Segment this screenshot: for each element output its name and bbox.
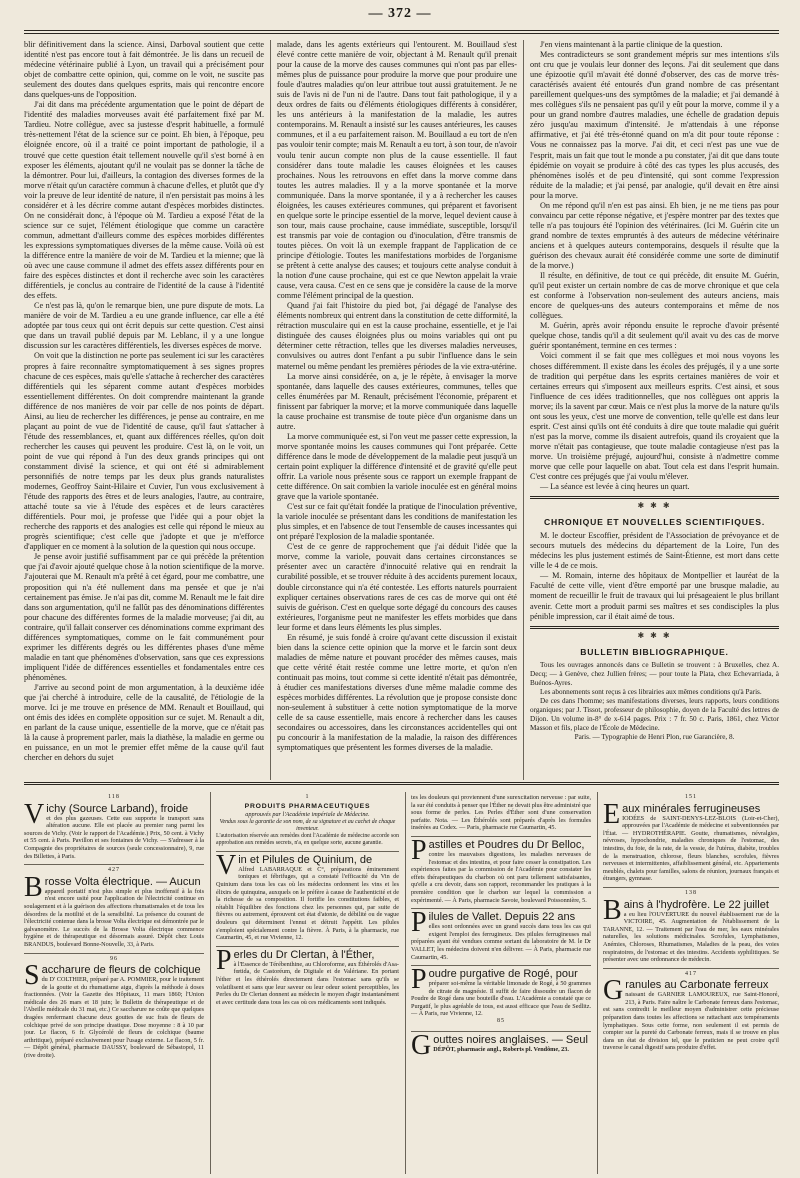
- advert-number: 138: [685, 889, 697, 896]
- header-rule-2: [24, 33, 779, 34]
- advert-vichy: [24, 792, 204, 865]
- section-rule: [530, 496, 779, 499]
- produits-note: L'autorisation réservée aux remèdes dont l'Académie de médecine accorde son approbation aux remèdes secrets, n'a, en quelque sorte, aucune garantie.: [216, 832, 399, 846]
- advert-body: et des plus gazeuses. Cette eau supporte le transport sans altération aucune. Elle est placée au premier rang parmi les sources de Vichy. (Voir le rapport de l'Académie.) Prix, 50 cent. à Vichy et 55 cent. à Paris. Pavillon et ses fontaines de Vichy. — S'adresser à la Compagnie des propriétaires de sources (seule concessionnaire), 9, rue des Billettes, à Paris.: [24, 814, 204, 860]
- produits-subheading: approuvés par l'Académie impériale de Médecine.: [245, 811, 370, 819]
- advert-body: préparer soi-même la véritable limonade de Rogé, à 50 grammes de citrate de magnésie. Il suffit de faire dissoudre un flacon de Poudre de Rogé dans une bouteille d'eau. L'Académie a constaté que ce Purgatif, le plus agréable de tous, est aussi efficace que l'eau de Sedlitz. — À Paris, rue Vivienne, 12.: [411, 980, 591, 1018]
- section-rule: [530, 626, 779, 629]
- advert-title: ichy (Source Larband), froide: [46, 802, 189, 815]
- advert-title: ains à l'hydrofère. Le 22 juillet: [623, 898, 769, 911]
- advert-body: Alfred LABARRAQUE et C°, préparations éminemment toniques et fébrifuges, qui a constaté l'efficacité du Vin de Quinium dans tous les cas où les médecins ordonnent les vins et les élixirs de quinquina, auxquels on le préfère à cause de l'authenticité et de la richesse de sa composition. Il fortifie les constitutions faibles, et rétablit l'équilibre des fonctions chez les personnes qui, par suite de fièvres ou autrement, éprouvent cet état d'atonie, de débilité ou de vague douleurs qui déterminent l'ennui et détruit l'appétit. Les pilules s'emploient spécialement contre la fièvre. À Paris, à la pharmacie, rue Caumartin, 45, et rue Vivienne, 12.: [216, 865, 399, 942]
- article-paragraph: C'est sur ce fait qu'était fondée la pratique de l'inoculation préventive, la variole inoculée se présentant dans les conditions de manifestation les plus simples, et en l'absence de tout l'ensemble de causes incessantes qui ont préparé l'explosion de la maladie spontanée.: [277, 502, 517, 542]
- chronique-heading: CHRONIQUE ET NOUVELLES SCIENTIFIQUES.: [543, 517, 766, 528]
- advert-body: à l'Essence de Térébenthine, au Chloroforme, aux Éthérolés d'Asa-fœtida, de Castoréum, de Digitale et de Valériane. En portant l'éther et les éthérolés directement dans l'estomac sans qu'ils se volatilisent et sans que leur saveur ou leur odeur soient perceptibles, les Perles du Dr Clertan donnent au médecin le moyen d'agir instantanément et avec certitude dans tous les cas où ces médicaments sont indiqués.: [216, 960, 399, 1006]
- advert-body: contre les mauvaises digestions, les maladies nerveuses de l'estomac et des intestins, et pour faire cesser la constipation. Les expériences faites par la commission de l'Académie pour constater les effets thérapeutiques du charbon où ont paru tellement satisfaisantes, qu'elle a cru devoir, dans son rapport, recommander les pratiques à la première condition que le charbon sur lequel la commission a expérimenté. — À Paris, pharmacie Savoie, boulevard Poissonnière, 5.: [411, 850, 591, 904]
- advert-ether-continued: [411, 792, 591, 837]
- advert-column-3: [411, 792, 591, 1174]
- advert-perles: [216, 944, 399, 1011]
- ornament: ✱ ✱ ✱: [637, 501, 672, 511]
- article-paragraph: J'arrive au second point de mon argumentation, à la deuxième idée que j'ai cherché à introduire, celle de la causalité, de l'étiologie de la morve. Ici je me trouve en présence de MM. Renault et Bouillaud, qui ont émis des idées en complète opposition sur ce sujet. M. Renault a dit, en parlant de la cause unique, essentielle de la morve, que ce n'était pas là la cause à proprement parler, mais la diathèse, la maladie en germe ou en puissance, en un mot le premier effet même de la cause qu'il faut chercher en dehors du sujet: [24, 683, 264, 763]
- page-number: — 372 —: [368, 6, 432, 21]
- column-divider: [597, 792, 598, 1174]
- article-column-1: [24, 40, 264, 780]
- advert-granules: [603, 969, 779, 1056]
- bulletin-paragraph: Tous les ouvrages annoncés dans ce Bulletin se trouvent : à Bruxelles, chez A. Decq; — à Genève, chez Jullien frères; — pour toute la Plata, chez Echevarriada, à Buénos-Ayres.: [530, 660, 779, 687]
- advert-number: 1: [305, 794, 310, 800]
- drop-cap: P: [411, 907, 427, 939]
- advert-produits: [216, 792, 399, 852]
- advert-column-4: [603, 792, 779, 1174]
- advert-title: erles du Dr Clertan, à l'Éther,: [233, 948, 375, 961]
- drop-cap: V: [24, 798, 45, 830]
- drop-cap: P: [411, 834, 427, 866]
- ornament: ✱ ✱ ✱: [637, 630, 672, 640]
- advert-number: 85: [497, 1018, 505, 1025]
- advert-title: aux minérales ferrugineuses: [622, 802, 761, 815]
- article-paragraph: M. Guérin, après avoir répondu ensuite le reproche d'avoir présenté quelque chose, tandis qu'il a dit seulement qu'il avait vu des cas de morve guérir spontanément, termine en ces termes :: [530, 321, 779, 351]
- column-divider: [405, 792, 406, 1174]
- advert-title: in et Pilules de Quinium, de: [238, 853, 373, 866]
- advert-body: DÉPÔT, pharmacie angl., Roberts pl. Vendôme, 23.: [433, 1045, 569, 1053]
- drop-cap: P: [411, 964, 427, 996]
- advert-title: oudre purgative de Rogé, pour: [428, 968, 578, 981]
- column-divider: [270, 40, 271, 780]
- article-paragraph: La morve communiquée est, si l'on veut me passer cette expression, la morve spontanée moins les causes communes qui l'ont préparée. Cette différence dans le mode de développement de la maladie peut jusqu'à un certain point expliquer la différence d'intensité et de gravité qu'elle peut offrir. La variole nous présente sous ce rapport un exemple frappant de cette différence. On sait combien la variole inoculée est en général moins grave que la variole spontanée.: [277, 431, 517, 502]
- advert-pilules-vallet: [411, 909, 591, 966]
- produits-note: Vendus sous la garantie de son nom, de sa signature et au cachet de chaque inventeur.: [219, 818, 396, 832]
- article-column-2: [277, 40, 517, 780]
- advert-title: outtes noires anglaises. — Seul: [433, 1033, 588, 1046]
- chronique-paragraph: M. le docteur Escoffier, président de l'Association de prévoyance et de secours mutuels des médecins du département de la Loire, l'un des médecins les plus justement estimés de Saint-Étienne, est mort dans cette ville le 4 de ce mois.: [530, 531, 779, 571]
- article-paragraph: malade, dans les agents extérieurs qui l'entourent. M. Bouillaud s'est élevé contre cette manière de voir, objectant à M. Renault qu'il prenait pour la cause de la morve des causes communes qui n'ont pas par elles-mêmes plus de puissance pour produire la morve que pour produire une foule d'autres maladies qu'on leur attribue tout aussi gratuitement. Je ne suis de l'avis ni de l'un ni de l'autre. Dans tout fait pathologique, il y a deux ordres de faits ou d'éléments étiologiques différents à considérer, les uns antérieurs à la manifestation de la maladie, les autres contemporains. M. Renault a insisté sur les causes antérieures, les causes communes, et il a eu parfaitement raison. M. Bouillaud a eu tort de n'en pas vouloir tenir compte; mais M. Renault a eu tort, à son tour, de n'avoir voulu tenir aucun compte non plus de la cause essentielle. Il faut considérer dans toute maladie les causes éloignées et les causes prochaines. Nous les retrouvons en effet dans la morve comme dans toutes les autres maladies. Il y a la morve spontanée et la morve communiquée. Dans la morve spontanée, il y a à rechercher les causes éloignées, les causes extérieures communes, qui préparent et favorisent en quelque sorte le principe essentiel de la morve, lequel devient cause à son tour, mais cause prochaine, cause immédiate, susceptible, lorsqu'il est transmis par voie de contagion ou d'inoculation, d'être transmis de toutes pièces. On voit là un exemple frappant de l'application de ce principe d'étiologie. Toutes les manifestations morbides de l'organisme se prêtent à cette analyse des causes; et toujours cette analyse conduit à la notion d'une cause prochaine, qui est ce que Newton appelait la vraie cause, vera causa. C'est en ce sens que je considère la cause de la morve comme l'élément principal de la question.: [277, 40, 517, 301]
- advert-body: a eu lieu l'OUVERTURE du nouvel établissement rue de la VICTOIRE, 45. Augmentation de l'établissement de la TARANNE, 12. — Traitement par l'eau de mer, les eaux minérales naturelles, les solutions médicinales. Scrofules, Lymphatismes, Anémies, Chloroses, Rhumatismes, Maladies de la peau, des voies respiratoires, de l'estomac et des intestins. Accidents syphilitiques. Se présenter avec une ordonnance de médecin.: [603, 910, 779, 964]
- drop-cap: P: [216, 944, 232, 976]
- advert-title: astilles et Poudres du Dr Belloc,: [428, 838, 585, 851]
- article-paragraph: Ce n'est pas là, qu'on le remarque bien, une pure dispute de mots. La manière de voir de M. Tardieu a eu une grande influence, car elle a été adoptée par tous ceux qui ont écrit depuis sur cette question. C'est ainsi que dans un travail publié depuis par M. Leblanc, il y a une longue discussion sur les caractères différentiels, les diverses espèces de morve.: [24, 301, 264, 351]
- drop-cap: G: [411, 1029, 432, 1061]
- article-paragraph: J'en viens maintenant à la partie clinique de la question.: [540, 40, 723, 49]
- advert-band-rule: [24, 782, 779, 785]
- bulletin-heading: BULLETIN BIBLIOGRAPHIQUE.: [580, 646, 729, 657]
- advert-poudre-roge: [411, 966, 591, 1032]
- advert-eaux-minerales: [603, 792, 779, 888]
- drop-cap: V: [216, 849, 237, 881]
- advert-body: du D' COLTHIER, préparé par A. POMMIER, pour le traitement de la goutte et du rhumatisme aigu, d'après la méthode à doses fractionnées. (Voir la Gazette des Hôpitaux, 11 mars 1860; l'Union médicale des 26 mars et 18 juin; le Bulletin de thérapeutique et de l'Abeille médicale du 31 mai, etc.) Ce saccharure ne coûte que quelques dragées renfermant chacune deux gouttes de suc frais de fleurs de colchique privé de son principe drastique. Dose moyenne : 8 à 10 par jour. Le flacon, 6 fr. Glycérolé de fleurs de colchique (baume arthritique), préparé exclusivement pour l'usage externe. Le flacon, 5 fr. — Dépôt général, pharmacie DAUSSY, boulevard de Sébastopol, 11 (rive droite).: [24, 976, 204, 1060]
- article-paragraph: Mes contradicteurs se sont grandement mépris sur mes intentions s'ils ont cru que je voulais leur donner des leçons. J'ai dit seulement que dans une épizootie qu'il m'avait été donné d'observer, des cas de morve très-caractérisés avaient été entourés d'un grand nombre de cas présentant pareillement quelques-uns des symptômes de la maladie; et j'ai demandé à mes collègues s'ils ne pensaient pas qu'il y eût pour la morve, comme il y a pour un grand nombre d'autres maladies, une échelle de gradation depuis zéro jusqu'au maximum d'intensité. Je m'attendais à une réponse affirmative, et j'ai été très-étonné quand on m'a dit pour toute réponse : Vous ne connaissez pas la morve. J'ai dit, et ceci n'est pas une vue de l'esprit, mais un fait que tout le monde a pu constater, j'ai dit que dans toute épidémie on voyait se produire à côté des cas types les plus accusés, des phénomènes isolés et de peu d'intensité, qui sont comme l'expression réduite de la maladie; et j'ai pensé, par analogie, qu'il devait en être ainsi pour la morve.: [530, 50, 779, 200]
- column-divider: [210, 792, 211, 1174]
- article-paragraph: J'ai dit dans ma précédente argumentation que le point de départ de l'identité des maladies morveuses avait été parfaitement fixé par M. Tardieu. Notre collègue, avec sa justesse d'esprit habituelle, a formulé très-nettement l'état de la science sur ce point. Eh bien, à l'époque, peu éloignée encore, où il a traité ce point important de pathologie, il a trouvé que cette question était tellement nouvelle qu'il s'est borné à en exposer les éléments, ajoutant qu'il ne voulait pas se donner la tâche de la démontrer. Pour lui, d'ailleurs, la contagion des diverses formes de la morve n'était qu'un caractère commun à chacune d'elles, et plutôt que d'y voir la preuve de leur identité de nature, il n'en persistait pas moins à les considérer et à les décrire comme autant d'espèces morbides distinctes. On ne considérait donc, à l'époque où M. Tardieu a exposé l'état de la science sur ce sujet, l'élément étiologique que comme un caractère commun, admettant d'ailleurs comme des espèces morbides différentes les expressions symptomatiques diverses de la même cause. Voilà où est la différence entre la manière de voir de M. Tardieu et la mienne; que là où avec une cause commune il admet des effets assez différents pour en faire des espèces distinctes et dont il recherche avec soin les caractères différentiels, je conclus au contraire de l'identité de la cause à l'identité des effets.: [24, 100, 264, 301]
- advert-body: elles sont ordonnées avec un grand succès dans tous les cas qui exigent l'emploi des ferrugineux. Des pilules ferrugineuses mal préparées ayant été vendues comme sortant du laboratoire de M. le Dr VALLET, les médecins doivent n'en délivrer. — À Paris, pharmacie rue Caumartin, 45.: [411, 923, 591, 961]
- article-paragraph: On voit que la distinction ne porte pas seulement ici sur les caractères propres à faire reconnaître symptomatiquement à ses signes propres chacune de ces espèces, mais qu'elle s'attache à rechercher des caractères différentiels qui les séparent comme autant d'espèces morbides essentiellement différentes. On doit comprendre maintenant la grande différence de nos manières de voir par celle de nos points de départ. Ainsi, au lieu de rechercher les différences, je pense au contraire, en me plaçant au point de vue de l'identité de cause, qu'il faut s'attacher à l'étude des ressemblances, et, quant aux différences réelles, qu'on doit rechercher les causes qui peuvent les produire. C'est là, on le voit, un point de vue qui répond à l'un des deux grands principes qui ont constamment divisé la science, et qui ont été si admirablement personnifiés de notre temps par les deux plus grands naturalistes modernes, Geoffroy Saint-Hilaire et Cuvier, l'un vous exclusivement à l'étude des rapports des êtres et de leurs analogies, l'autre, au contraire, attaché toute sa vie à l'étude des espèces et de leurs caractères différentiels. Pour moi, je professe que l'idée qui a pour objet la recherche des rapports et des analogies est celle qui répond le mieux au progrès scientifique; c'est celle que j'adopte et que je m'efforce d'appliquer en ce moment à la solution de la question qui nous occupe.: [24, 351, 264, 552]
- advert-number: 151: [685, 794, 697, 800]
- advert-bains: [603, 888, 779, 969]
- article-paragraph: blir définitivement dans la science. Ainsi, Darboval soutient que cette identité n'est pas encore tout à fait démontrée. Je lis dans un recueil de médecine vétérinaire publié à Lyon, un travail qui a précisément pour objet de combattre cette opinion, qui, comme on le voit, ne suscite pas seulement des doutes dans quelques esprits, mais qui rencontre encore dans quelques-uns de l'opposition.: [24, 40, 264, 100]
- advert-pastilles: [411, 834, 591, 909]
- advert-saccharure: [24, 954, 204, 1064]
- drop-cap: G: [603, 975, 624, 1007]
- advert-column-2: [216, 792, 399, 1174]
- bulletin-paragraph: De ces dans l'homme; ses manifestations diverses, leurs rapports, leurs conditions organiques; par J. Tissot, professeur de philosophie, doyen de la Faculté des lettres de Dijon. Un volume in-8° de x-614 pages. Prix : 7 fr. 50 c. Paris, 1861, chez Victor Masson et fils, place de l'École de Médecine.: [530, 696, 779, 732]
- advert-body: tes les douleurs qui proviennent d'une surexcitation nerveuse : par suite, la sur été conduits à penser que l'Éther ne devait plus être administré que sous forme de perles. Les Perles d'Éther sont d'une conservation parfaite. Nota. — Les Éthérolés sont préparés d'après les formules insérées au Codex. — Paris, pharmacie rue Caumartin, 45.: [411, 794, 591, 832]
- article-paragraph: La morve ainsi considérée, on a, je le répète, à envisager la morve spontanée, dans laquelle des causes extérieures, communes, telles que celles énumérées par M. Renault, précisément l'économie, préparent et finissent par fabriquer la morve; et la morve communiquée dans laquelle la cause prochaine est transmise de toute pièce d'un organisme dans un autre.: [277, 371, 517, 431]
- advert-number: 417: [685, 970, 697, 977]
- article-paragraph: En résumé, je suis fondé à croire qu'avant cette discussion il existait bien dans la science cette opinion que la morve et le farcin sont deux maladies de même nature et pouvant procéder des mêmes causes, mais que cette vérité était restée comme une lettre morte, et qu'on n'en continuait pas moins, tout comme si cette identité n'était pas démontrée, à étudier ces manifestations diverses d'une même maladie comme des espèces morbides différentes. La révolution que je propose consiste donc non-seulement à substituer à cette notion symptomatique de la morve celle de sa cause essentielle, mais encore à rechercher dans les causes secondaires ou accessoires, dans les circonstances accidentelles qui ont pu concourir à la manifestation de la maladie, la raison des différences symptomatiques que présentent les formes diverses de la maladie.: [277, 632, 517, 753]
- advert-body: naissant de GARNIER LAMOUREUX, rue Saint-Honoré, 213, à Paris. Faire naître le Carbonate ferreux dans l'estomac, est sans contredit le meilleur moyen d'administrer cette précieuse préparation dans toutes les affections se rattachant aux tempéraments lymphatiques. Sous cette forme, non seulement il est permis de compter sur la pureté du Carbonate ferreux, mais il se trouve en plus dans un état de division tel, que le praticien ne peut croire qu'il traverse le canal digestif sans produire d'effet.: [603, 991, 779, 1052]
- article-paragraph: C'est de ce genre de rapprochement que j'ai déduit l'idée que la morve, comme la variole, pouvait dans certaines circonstances se présenter avec un caractère d'innocuité relative qui en rendrait la curabilité possible, et se trouver réduite à des accidents purement locaux, double circonstance qui n'a été contestée. Les efforts naturels pourraient expliquer certaines observations rares de ces cas de morve qui ont été suivis de guérison. C'est en quelque sorte dégagé du concours des causes extérieures, l'organisme peut ne manifester les effets morbides que dans leur forme et dans leurs éléments les plus simples.: [277, 542, 517, 632]
- advert-title: ranules au Carbonate ferreux: [625, 979, 769, 992]
- article-column-3: [530, 40, 779, 780]
- article-paragraph: Il résulte, en définitive, de tout ce qui précède, dit ensuite M. Guérin, qu'il peut exister un certain nombre de cas de morve chronique et que cela est conforme à l'observation non-seulement des auteurs anciens, mais encore de quelques-uns des auteurs contemporains et même de nos collègues.: [530, 271, 779, 321]
- drop-cap: B: [24, 871, 43, 903]
- article-paragraph: Je pense avoir justifié suffisamment par ce qui précède la prétention que j'ai d'avoir ajouté quelque chose à la notion scientifique de la morve. J'ajouterai que M. Renault m'a prêté à cet égard, pour me combattre, une proposition qui n'a été nullement dans ma pensée et que je n'ai certainement pas émise. Je n'ai pas dit, comme M. Renault me le fait dire dans son argumentation, qu'il ne fallût pas des dénominations différentes pour chacune des différentes formes de la maladie morveuse; j'ai dit, au contraire, qu'il fallait conserver ces dénominations comme exprimant des différences symptomatiques, comme on le fait communément pour exprimer les différents degrés ou les différentes phases d'une même maladie en tant que phénomènes d'observation, sans que ces expressions impliquent l'idée de différences essentielles et fondamentales entre ces phénomènes.: [24, 552, 264, 682]
- header-rule: [24, 30, 779, 31]
- advert-body: IODÉES de SAINT-DENYS-LEZ-BLOIS (Loir-et-Cher), approuvées par l'Académie de médecine et subventionnées par l'État. — HYDROTHÉRAPIE. Goutte, rhumatismes, névralgies, névroses, hypochondrie, maladies chroniques de l'estomac, des intestins, du foie, de la rate, de la vessie, de l'utérus, diabète, troubles de la menstruation, chlorose, fleurs blanches, scrofules, fièvres nerveuses et intermittentes, affaiblissement général, etc. Appartements meublés, chalets pour familles, salons de réunion, journaux français et étrangers, gymnase.: [603, 814, 779, 883]
- article-paragraph: On me répond qu'il n'en est pas ainsi. Eh bien, je ne me tiens pas pour convaincu par cette réponse négative, et j'espère montrer par des textes que telle n'a pas toujours été l'opinion des vétérinaires. (Ici M. Guérin cite un grand nombre de textes empruntés à des auteurs de médecine vétérinaire anciens et à quelques auteurs contemporains, desquels il résulte que la guérison des chevaux aurait été considérée comme une sorte de diminutif de la morve.): [530, 200, 779, 271]
- imprint: Paris. — Typographie de Henri Plon, rue Garancière, 8.: [574, 732, 735, 741]
- advert-title: rosse Volta électrique. — Aucun: [44, 875, 201, 888]
- drop-cap: E: [603, 798, 621, 830]
- advert-number: 427: [108, 867, 120, 874]
- article-paragraph: Quand j'ai fait l'histoire du pied bot, j'ai dégagé de l'analyse des éléments nombreux qui entrent dans la constitution de cette difformité, la rétraction musculaire qui en est la cause prochaine, essentielle, et je l'ai distinguée des causes éloignées plus ou moins variables qui ont pu déterminer cette rétraction, telles que les diverses maladies nerveuses, convulsives ou autres dont l'enfant a pu subir l'influence dans le sein maternel ou même pendant les premières périodes de la vie extra-utérine.: [277, 301, 517, 371]
- column-divider: [523, 40, 524, 780]
- article-paragraph: Voici comment il se fait que mes collègues et moi nous voyons les choses différemment. Il existe dans les écoles des préjugés, il y a une sorte de tradition qui perpétue dans les esprits certaines manières de voir et certaines erreurs qui s'imposent aux meilleurs esprits. C'est ainsi, et sous l'influence de ces idées traditionnelles, que nos collègues ont appris la morve; ils la savent par cœur. Mais ce n'est plus la morve de la nature qu'ils ont sous les yeux, c'est une morve de convention, telle qu'elle est dans leur esprit. C'est ainsi qu'ils ont été conduits à dire que toute maladie qui guérit n'est pas la morve, comme ils disaient autrefois, quand ils croyaient que la morve n'était pas contagieuse, que toute maladie contagieuse n'est pas la morve. Un troisième préjugé, aujourd'hui, consiste à n'admettre comme morve que celle pour laquelle on abat. Tout cela est dans l'esprit humain. C'est contre ces préjugés que j'ai voulu m'élever.: [530, 351, 779, 482]
- advert-title: ilules de Vallet. Depuis 22 ans: [428, 911, 576, 924]
- advert-brosse: [24, 865, 204, 953]
- produits-heading: PRODUITS PHARMACEUTIQUES: [244, 802, 371, 810]
- chronique-paragraph: — M. Romain, interne des hôpitaux de Montpellier et lauréat de la Faculté de cette ville, vient d'être emporté par une brusque maladie, au moment de recueillir le fruit de travaux qui lui présageaient le plus brillant avenir. Cette mort a produit parmi ses maîtres et ses condisciples la plus pénible impression, car il était aimé de tous.: [530, 571, 779, 621]
- drop-cap: B: [603, 894, 622, 926]
- advert-body: appareil portatif n'est plus simple et plus inoffensif à la fois n'est encore usité pour l'application de l'électricité continue en soulagement et à la guérison des affections rhumatismales et de tous les désordres de la motilité et de la sensibilité. La présence du courant de l'électricité contenue dans la brosse Volta électrique est démontrée par le galvanomètre. Le succès de la Brosse Volta électrique commence hygiène et de thérapeutique est désormais assuré. Dépôt chez Louis BRANDUS, boulevard Bonne-Nouvelle, 33, à Paris.: [24, 887, 204, 948]
- advert-quinium: [216, 849, 399, 947]
- advert-number: 96: [110, 955, 118, 962]
- advert-number: 118: [108, 794, 120, 800]
- advert-column-1: [24, 792, 204, 1174]
- bulletin-paragraph: Les abonnements sont reçus à ces librairies aux mêmes conditions qu'à Paris.: [540, 687, 762, 696]
- advert-gouttes: [411, 1029, 591, 1061]
- article-paragraph: — La séance est levée à cinq heures un quart.: [540, 482, 690, 492]
- advert-title: accharure de fleurs de colchique: [41, 964, 201, 977]
- drop-cap: S: [24, 960, 40, 992]
